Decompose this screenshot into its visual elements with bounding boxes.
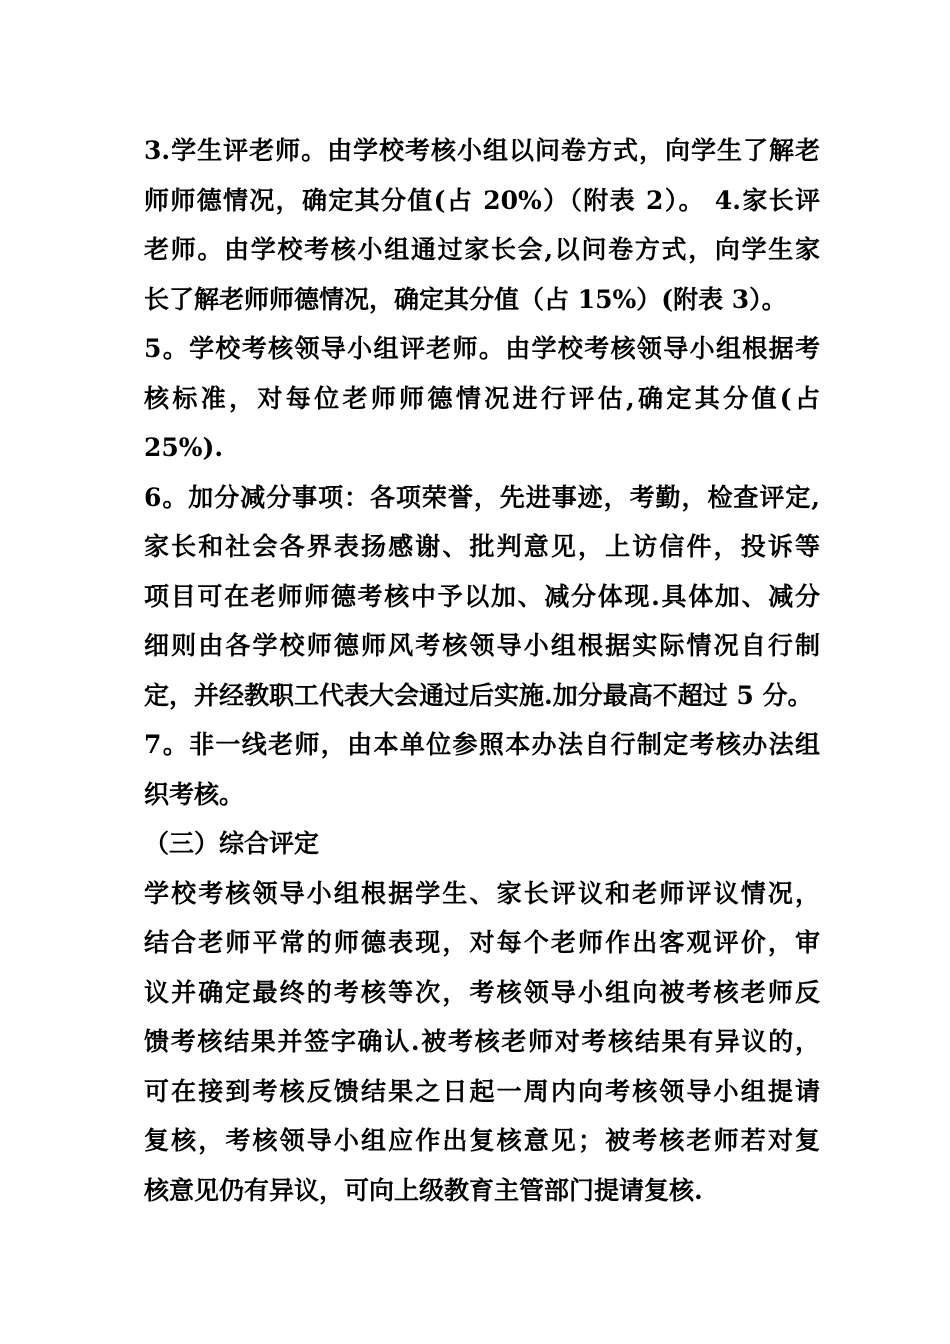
- text-line: 核意见仍有异议，可向上级教育主管部门提请复核.: [144, 1175, 703, 1205]
- text-line: 核标准，对每位老师师德情况进行评估,确定其分值(占: [144, 383, 820, 413]
- document-body: [144, 126, 820, 1215]
- text-line: 织考核。: [144, 779, 245, 809]
- text-line: 7。非一线老师，由本单位参照本办法自行制定考核办法组: [144, 730, 820, 759]
- text-line: 6。加分减分事项：各项荣誉，先进事迹，考勤，检查评定,: [144, 482, 820, 512]
- text-line: 结合老师平常的师德表现，对每个老师作出客观评价，审: [144, 928, 820, 957]
- section-heading: （三）综合评定: [144, 829, 320, 858]
- text-line: 议并确定最终的考核等次，考核领导小组向被考核老师反: [144, 977, 820, 1007]
- text-line: 学校考核领导小组根据学生、家长评议和老师评议情况，: [144, 878, 820, 908]
- text-line: 师师德情况，确定其分值(占 20%）（附表 2）。 4.家长评: [144, 185, 820, 215]
- text-line: 复核，考核领导小组应作出复核意见；被考核老师若对复: [144, 1126, 820, 1155]
- text-line: 老师。由学校考核小组通过家长会,以问卷方式，向学生家: [144, 235, 820, 264]
- text-line: 25%).: [144, 433, 224, 462]
- text-line: 项目可在老师师德考核中予以加、减分体现.具体加、减分: [144, 581, 820, 611]
- text-line: 细则由各学校师德师风考核领导小组根据实际情况自行制: [144, 631, 820, 660]
- text-line: 3.学生评老师。由学校考核小组以问卷方式，向学生了解老: [144, 136, 820, 165]
- text-line: 家长和社会各界表扬感谢、批判意见，上访信件，投诉等: [144, 532, 820, 561]
- text-line: 馈考核结果并签字确认.被考核老师对考核结果有异议的，: [144, 1027, 820, 1056]
- text-line: 可在接到考核反馈结果之日起一周内向考核领导小组提请: [144, 1076, 820, 1106]
- text-line: 定，并经教职工代表大会通过后实施.加分最高不超过 5 分。: [144, 680, 813, 710]
- text-line: 5。学校考核领导小组评老师。由学校考核领导小组根据考: [144, 334, 820, 363]
- text-line: 长了解老师师德情况，确定其分值（占 15%）(附表 3）。: [144, 284, 787, 314]
